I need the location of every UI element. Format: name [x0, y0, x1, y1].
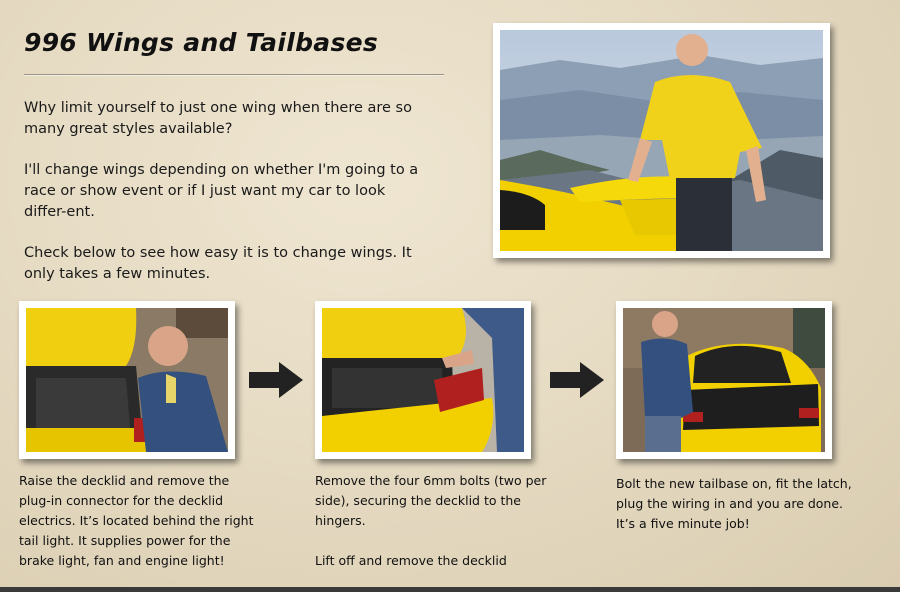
step-1-photo [19, 301, 235, 459]
step-1-caption [19, 471, 259, 591]
step-3-caption-text: Bolt the new tailbase on, fit the latch, plug the wiring in and you are done. It’s a five minute job! [616, 476, 852, 531]
intro-paragraph-2: I'll change wings depending on whether I'm going to a race or show event or if I just want my car to look differ-ent. [24, 162, 419, 220]
footer-bar [0, 587, 900, 592]
title-divider [24, 74, 444, 76]
hero-photo [493, 23, 830, 258]
intro-paragraph-1: Why limit yourself to just one wing when there are so many great styles available? [24, 100, 412, 137]
step-2-photo [315, 301, 531, 459]
arrow-right-icon [249, 362, 303, 398]
step-1-caption-text: Raise the decklid and remove the plug-in connector for the decklid electrics. It’s located behind the right tail light. It supplies power for the brake light, fan and engine light! [19, 473, 254, 568]
step-3-photo [616, 301, 832, 459]
arrow-right-icon [550, 362, 604, 398]
intro-text [24, 98, 424, 305]
step-2-caption [315, 471, 555, 591]
step-2-caption-text: Remove the four 6mm bolts (two per side), securing the decklid to the hingers. [315, 473, 547, 528]
step-3-caption [616, 474, 856, 554]
page-title: 996 Wings and Tailbases [24, 28, 379, 57]
step-2-caption-text-2: Lift off and remove the decklid [315, 553, 507, 568]
intro-paragraph-3: Check below to see how easy it is to change wings. It only takes a few minutes. [24, 245, 412, 282]
